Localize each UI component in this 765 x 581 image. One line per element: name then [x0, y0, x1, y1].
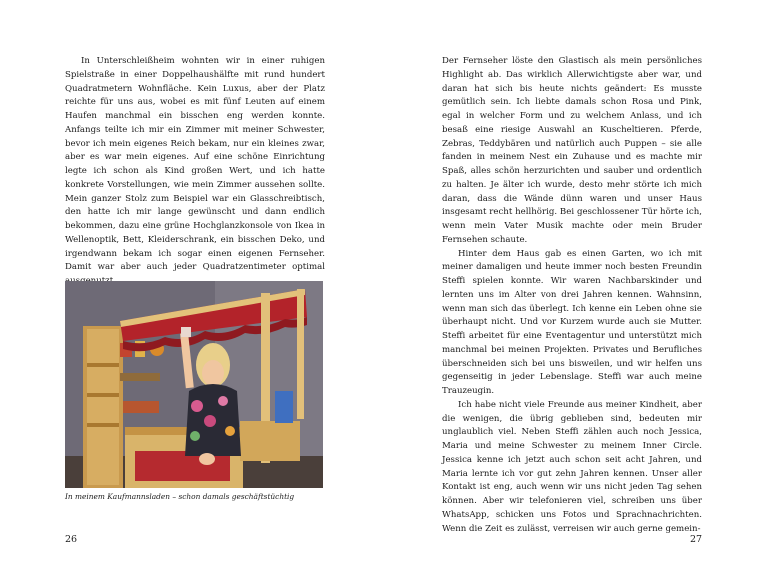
page-number-left: 26 [65, 534, 78, 545]
left-page [0, 0, 382, 581]
right-body-text [442, 55, 702, 536]
photo-caption: In meinem Kaufmannsladen – schon damals geschäftstüchtig [65, 492, 295, 501]
paragraph: Ich habe nicht viele Freunde aus meiner Kindheit, aber die wenigen, die übrig geblieben sind, bedeuten mir unglaublich viel. Neben Steffi zählen auch noch Jessica, Maria und meine Schwester zu meinem Inner Circle. Jessica kenne ich jetzt auch schon seit acht Jahren, und Maria lernte ich vor gut zehn Jahren kennen. Unser aller Kontakt ist eng, auch wenn wir uns nicht jeden Tag sehen können. Aber wir telefonieren viel, schreiben uns über WhatsApp, schicken uns Fotos und Sprachnachrichten. Wenn die Zeit es zulässt, verreisen wir auch gerne gemein- [442, 399, 702, 534]
paragraph: Der Fernseher löste den Glastisch als mein persönliches Highlight ab. Das wirklich Allerwichtigste aber war, und daran hat sich bis heute nichts geändert: Es musste gemütlich sein. Ich liebte damals schon Rosa und Pink, egal in welcher Form und zu welchem Anlass, und ich besaß eine riesige Auswahl an Kuscheltieren. Pferde, Zebras, Teddybären und natürlich auch Puppen – sie alle fanden in meinem Nest ein Zuhause und es machte mir Spaß, alles schön herzurichten und sauber und ordentlich zu halten. Je älter ich wurde, desto mehr störte ich mich daran, dass die Wände dünn waren und unser Haus insgesamt recht hellhörig. Bei geschlossener Tür hörte ich, wenn mein Vater Musik machte oder mein Bruder Fernsehen schaute. [442, 56, 702, 245]
paragraph: In Unterschleißheim wohnten wir in einer ruhigen Spielstraße in einer Doppelhaushälfte mit rund hundert Quadratmetern Wohnfläche. Kein Luxus, aber der Platz reichte für uns aus, wobei es mit fünf Leuten auf einem Haufen manchmal ein bisschen eng werden konnte. Anfangs teilte ich mir ein Zimmer mit meiner Schwester, bevor ich mein eigenes Reich bekam, nur ein kleines zwar, aber es war mein eigenes. Auf eine schöne Einrichtung legte ich schon als Kind großen Wert, und ich hatte konkrete Vorstellungen, wie mein Zimmer aussehen sollte. Mein ganzer Stolz zum Beispiel war ein Glasschreibtisch, den hatte ich mir lange gewünscht und dann endlich bekommen, dazu eine grüne Hochglanzkonsole von Ikea in Wellenoptik, Bett, Kleiderschrank, ein bisschen Deko, und irgendwann bekam ich sogar einen eigenen Fernseher. Damit war aber auch jeder Quadratzentimeter optimal [65, 56, 325, 273]
page-number-right: 27 [690, 534, 703, 545]
right-page [383, 0, 765, 581]
left-body-text [65, 55, 325, 289]
kaufmannsladen-photo [65, 281, 323, 488]
paragraph: Hinter dem Haus gab es einen Garten, wo ich mit meiner damaligen und heute immer noch besten Freundin Steffi spielen konnte. Wir waren Nachbarskinder und lernten uns im Alter von drei Jahren kennen. Wahnsinn, wenn man sich das überlegt. Ich kenne ein Leben ohne sie überhaupt nicht. Und vor Kurzem wurde auch sie Mutter. Steffi arbeitet für eine Eventagentur und unterstützt mich manchmal bei meinen Projekten. Privates und Berufliches überschneiden sich bei uns bisweilen, und wir helfen uns gegenseitig in jeder Lebenslage. Steffi war auch meine Trauzeugin. [442, 248, 702, 396]
